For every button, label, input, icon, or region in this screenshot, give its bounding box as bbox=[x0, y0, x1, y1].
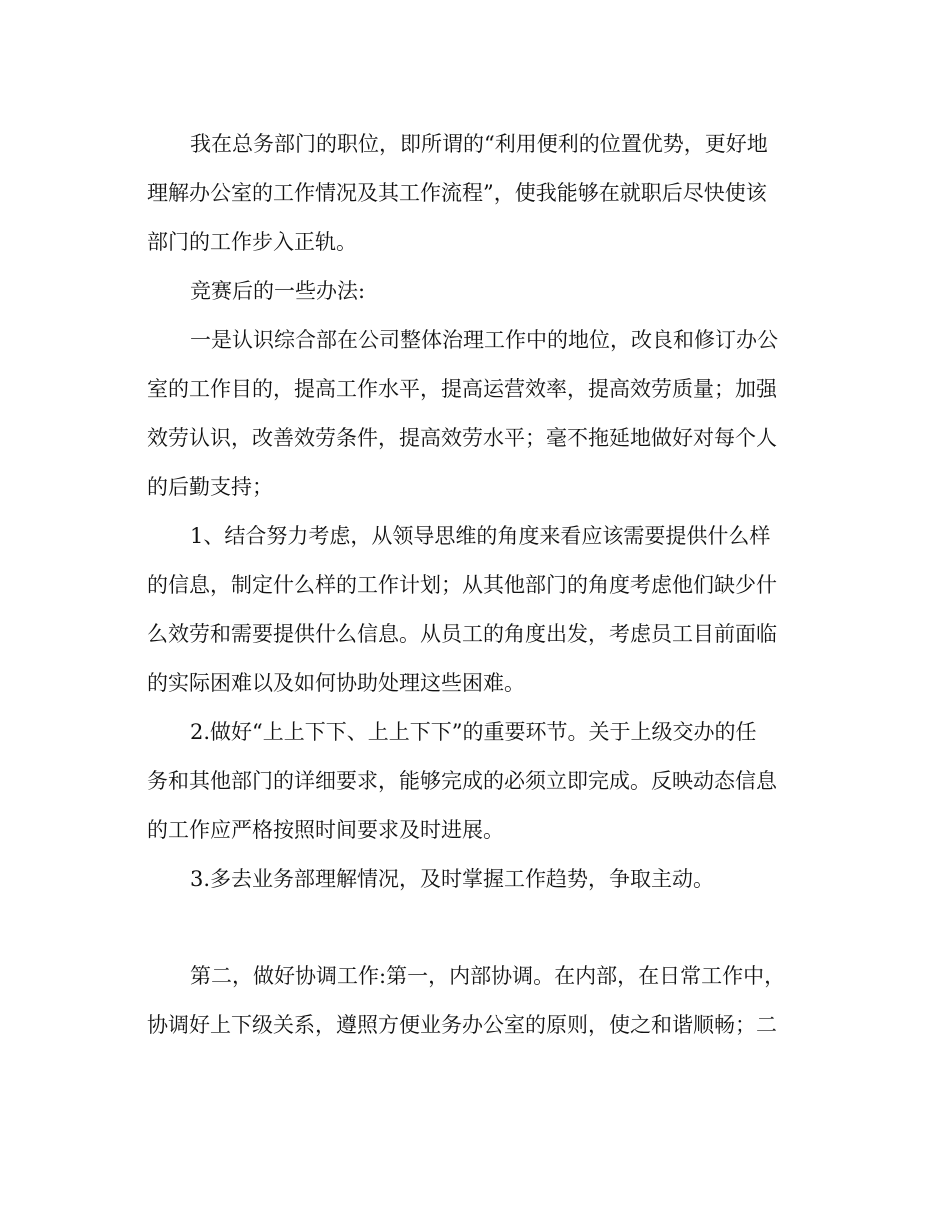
paragraph-3-line-1: 一是认识综合部在公司整体治理工作中的地位，改良和修订办公 bbox=[190, 328, 778, 352]
paragraph-2-line-1: 竞赛后的一些办法: bbox=[190, 279, 366, 303]
paragraph-7-line-2: 协调好上下级关系，遵照方便业务办公室的原则，使之和谐顺畅；二 bbox=[147, 1013, 777, 1037]
paragraph-3-line-2: 室的工作目的，提高工作水平，提高运营效率，提高效劳质量；加强 bbox=[147, 377, 777, 401]
paragraph-7-line-1: 第二，做好协调工作:第一，内部协调。在内部，在日常工作中， bbox=[190, 964, 786, 988]
paragraph-4-line-3: 么效劳和需要提供什么信息。从员工的角度出发，考虑员工目前面临 bbox=[147, 622, 777, 646]
paragraph-4-line-2: 的信息，制定什么样的工作计划；从其他部门的角度考虑他们缺少什 bbox=[147, 573, 777, 597]
paragraph-1-line-3: 部门的工作步入正轨。 bbox=[147, 230, 357, 254]
paragraph-1-line-1: 我在总务部门的职位，即所谓的“利用便利的位置优势，更好地 bbox=[190, 132, 768, 156]
paragraph-5-line-3: 的工作应严格按照时间要求及时进展。 bbox=[147, 818, 504, 842]
paragraph-6-line-1: 3.多去业务部理解情况，及时掌握工作趋势，争取主动。 bbox=[190, 867, 715, 891]
paragraph-5-line-1: 2.做好“上上下下、上上下下”的重要环节。关于上级交办的任 bbox=[190, 720, 757, 744]
paragraph-4-line-4: 的实际困难以及如何协助处理这些困难。 bbox=[147, 671, 525, 695]
paragraph-3-line-3: 效劳认识，改善效劳条件，提高效劳水平；毫不拖延地做好对每个人 bbox=[147, 426, 777, 450]
paragraph-5-line-2: 务和其他部门的详细要求，能够完成的必须立即完成。反映动态信息 bbox=[147, 769, 777, 793]
paragraph-3-line-4: 的后勤支持； bbox=[147, 475, 273, 499]
paragraph-1-line-2: 理解办公室的工作情况及其工作流程”，使我能够在就职后尽快使该 bbox=[147, 181, 767, 205]
paragraph-4-line-1: 1、结合努力考虑，从领导思维的角度来看应该需要提供什么样 bbox=[190, 524, 771, 548]
